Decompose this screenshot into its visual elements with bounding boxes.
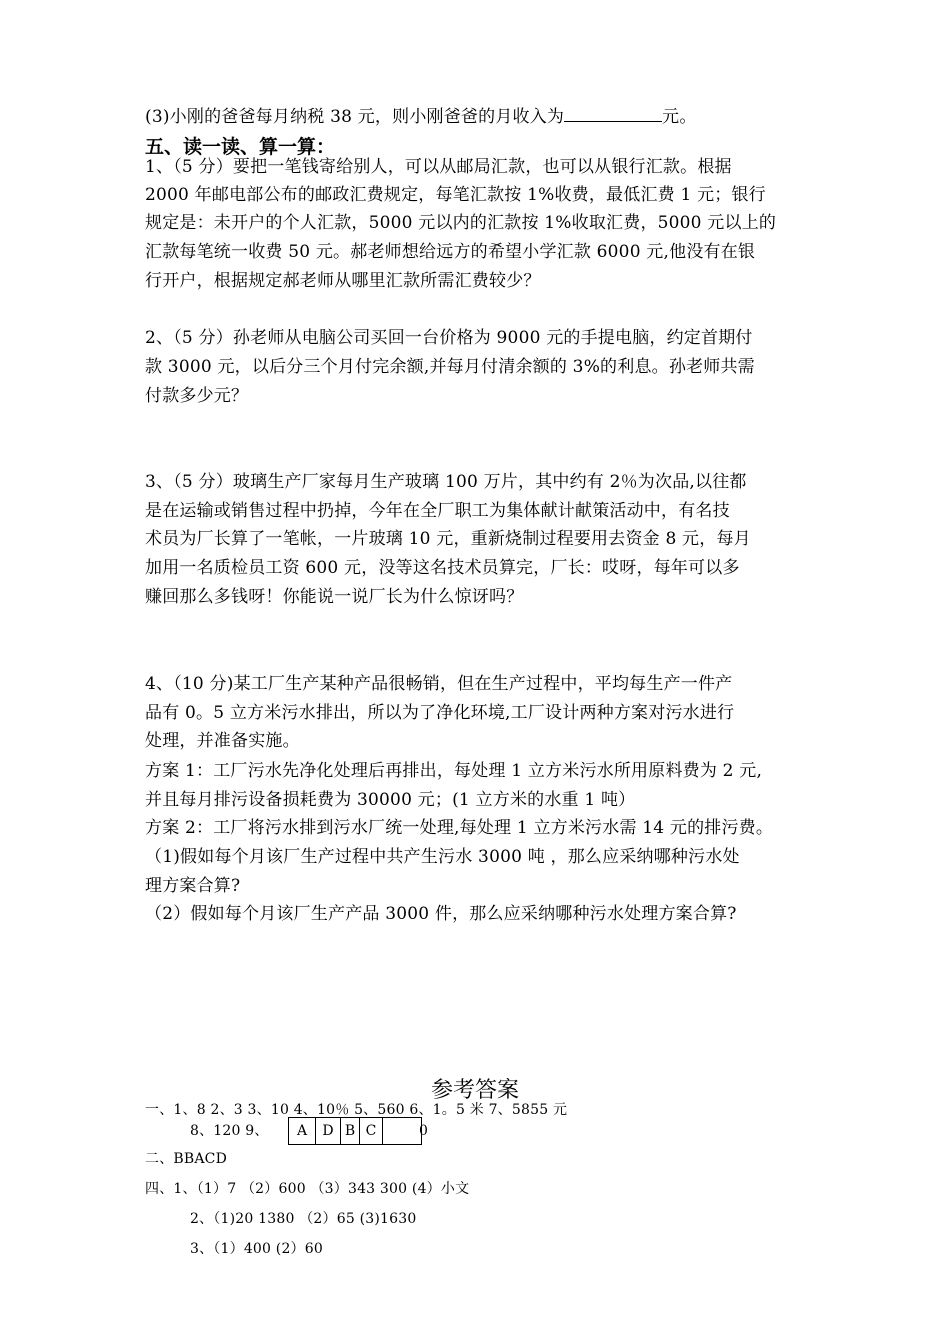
problem2-line: 款 3000 元，以后分三个月付完余额,并每月付清余额的 3%的利息。孙老师共需 xyxy=(145,357,755,377)
answer-line-5: 2、（1)20 1380 （2）65 (3)1630 xyxy=(190,1211,417,1227)
problem3-line: 3、（5 分）玻璃生产厂家每月生产玻璃 100 万片，其中约有 2％为次品,以往都 xyxy=(145,472,747,492)
answer-line-2-tail: 0 xyxy=(419,1123,429,1139)
problem4-line: 4、（10 分)某工厂生产某种产品很畅销，但在生产过程中，平均每生产一件产 xyxy=(145,674,733,694)
answer-box: C xyxy=(360,1118,383,1144)
problem4-line: （1)假如每个月该厂生产过程中共产生污水 3000 吨 ，那么应采纳哪种污水处 xyxy=(145,847,740,867)
problem3-line: 术员为厂长算了一笔帐，一片玻璃 10 元，重新烧制过程要用去资金 8 元，每月 xyxy=(145,529,751,549)
problem4-line: 品有 0。5 立方米污水排出，所以为了净化环境,工厂设计两种方案对污水进行 xyxy=(145,703,735,723)
answer-line-3: 二、BBACD xyxy=(145,1151,228,1167)
problem4-line: 理方案合算? xyxy=(145,876,241,896)
problem4-line: 处理，并准备实施。 xyxy=(145,731,300,751)
q4-3-unit: 元。 xyxy=(662,107,697,127)
problem4-line: 并且每月排污设备损耗费为 30000 元；(1 立方米的水重 1 吨） xyxy=(145,790,636,810)
answer-box: B xyxy=(341,1118,360,1144)
q4-3-question xyxy=(145,105,697,127)
problem2-line: 付款多少元？ xyxy=(145,386,249,406)
section5-heading: 五、读一读、算一算： xyxy=(145,136,336,158)
problem3-line: 是在运输或销售过程中扔掉，今年在全厂职工为集体献计献策活动中，有名技 xyxy=(145,501,730,521)
answer-line-2-prefix: 8、120 9、 xyxy=(190,1123,269,1139)
answer-box-table xyxy=(288,1117,422,1145)
problem4-line: 方案 2：工厂将污水排到污水厂统一处理,每处理 1 立方米污水需 14 元的排污费。 xyxy=(145,818,774,838)
answer-box: D xyxy=(316,1118,341,1144)
problem1-line: 1、（5 分）要把一笔钱寄给别人，可以从邮局汇款，也可以从银行汇款。根据 xyxy=(145,157,732,177)
answer-blank[interactable] xyxy=(564,105,662,122)
answer-line-6: 3、（1）400 (2）60 xyxy=(190,1241,323,1257)
problem4-line: （2）假如每个月该厂生产产品 3000 件，那么应采纳哪种污水处理方案合算? xyxy=(145,904,737,924)
problem1-line: 规定是：未开户的个人汇款，5000 元以内的汇款按 1%收取汇费，5000 元以上的 xyxy=(145,213,777,233)
problem2-line: 2、（5 分）孙老师从电脑公司买回一台价格为 9000 元的手提电脑，约定首期付 xyxy=(145,328,753,348)
q4-3-text: (3)小刚的爸爸每月纳税 38 元，则小刚爸爸的月收入为 xyxy=(145,107,565,127)
answer-box xyxy=(383,1118,421,1144)
problem3-line: 赚回那么多钱呀！你能说一说厂长为什么惊讶吗？ xyxy=(145,587,524,607)
answer-line-4: 四、1、（1）7 （2）600 （3）343 300 (4）小文 xyxy=(145,1181,470,1197)
problem4-line: 方案 1：工厂污水先净化处理后再排出，每处理 1 立方米污水所用原料费为 2 元, xyxy=(145,761,763,781)
problem1-line: 2000 年邮电部公布的邮政汇费规定，每笔汇款按 1%收费，最低汇费 1 元；银行 xyxy=(145,185,766,205)
problem1-line: 汇款每笔统一收费 50 元。郝老师想给远方的希望小学汇款 6000 元,他没有在银 xyxy=(145,242,756,262)
problem3-line: 加用一名质检员工资 600 元，没等这名技术员算完，厂长：哎呀，每年可以多 xyxy=(145,558,740,578)
problem1-line: 行开户，根据规定郝老师从哪里汇款所需汇费较少？ xyxy=(145,271,541,291)
answer-line-1: 一、1、8 2、3 3、10 4、10％ 5、560 6、1。5 米 7、5855 元 xyxy=(145,1102,568,1118)
answer-box: A xyxy=(289,1118,316,1144)
answer-key-title: 参考答案 xyxy=(430,1078,519,1103)
